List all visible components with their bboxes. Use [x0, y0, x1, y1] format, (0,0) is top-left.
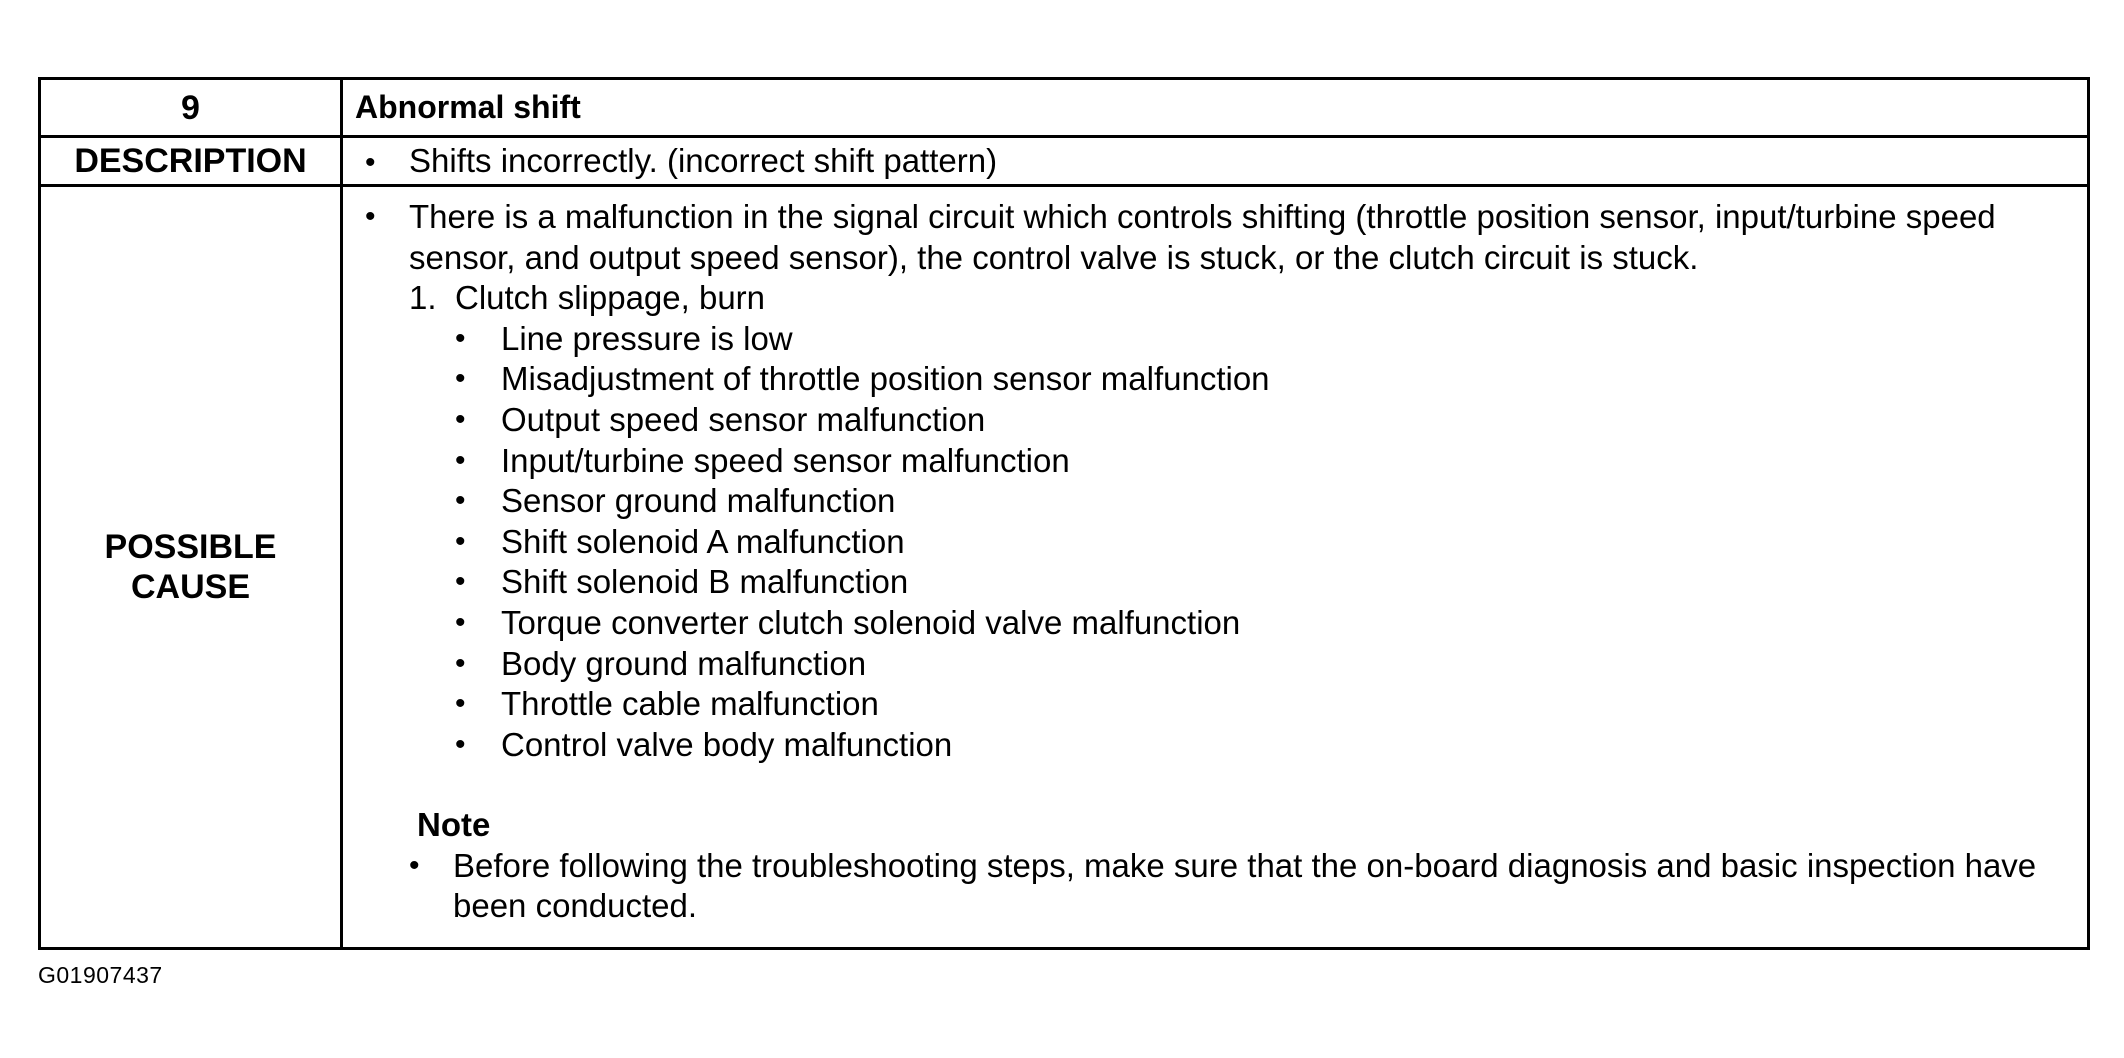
sub-cause-text: Throttle cable malfunction — [501, 685, 879, 723]
sub-cause-text: Shift solenoid A malfunction — [501, 522, 905, 560]
list-item — [455, 441, 2087, 482]
note-item — [409, 846, 2087, 926]
list-item — [455, 562, 2087, 603]
item-title: Abnormal shift — [342, 79, 2089, 137]
list-item — [455, 644, 2087, 685]
sub-cause-text: Torque converter clutch solenoid valve malfunction — [501, 603, 1241, 641]
sub-cause-text: Line pressure is low — [501, 319, 793, 357]
bullet-icon: • — [455, 443, 466, 477]
possible-cause-label-line2: CAUSE — [130, 568, 251, 606]
bullet-icon: • — [455, 402, 466, 436]
bullet-icon: • — [409, 849, 420, 883]
possible-cause-label — [40, 186, 342, 949]
table-header-row — [40, 79, 2089, 137]
step-number: 1. — [409, 279, 437, 317]
list-item — [455, 319, 2087, 360]
note-text: Before following the troubleshooting steps, make sure that the on-board diagnosis and basic inspection have been conducted. — [453, 847, 2037, 925]
sub-cause-text: Misadjustment of throttle position sensor malfunction — [501, 360, 1270, 398]
figure-id: G01907437 — [38, 962, 163, 988]
sub-cause-list — [365, 319, 2087, 766]
cause-main-item — [365, 197, 2087, 278]
sub-cause-text: Control valve body malfunction — [501, 725, 953, 763]
sub-cause-text: Sensor ground malfunction — [501, 482, 896, 520]
bullet-icon: • — [455, 646, 466, 680]
sub-cause-text: Output speed sensor malfunction — [501, 400, 986, 438]
list-item — [455, 725, 2087, 766]
description-cell — [342, 137, 2089, 186]
description-row — [40, 137, 2089, 186]
list-item — [455, 522, 2087, 563]
bullet-icon: • — [455, 687, 466, 721]
bullet-icon: • — [365, 146, 376, 179]
description-label: DESCRIPTION — [40, 137, 342, 186]
bullet-icon: • — [455, 484, 466, 518]
possible-cause-row — [40, 186, 2089, 949]
list-item — [455, 481, 2087, 522]
list-item — [455, 359, 2087, 400]
bullet-icon: • — [455, 362, 466, 396]
item-number: 9 — [40, 79, 342, 137]
cause-step — [365, 278, 2087, 319]
description-text: Shifts incorrectly. (incorrect shift pattern) — [409, 142, 998, 179]
note-title: Note — [417, 806, 491, 844]
sub-cause-text: Input/turbine speed sensor malfunction — [501, 441, 1070, 479]
bullet-icon: • — [455, 565, 466, 599]
cause-main-text: There is a malfunction in the signal circuit which controls shifting (throttle position sensor, input/turbine speed sensor, and output speed sensor), the control valve is stuck, or the clutch circuit is stuck. — [409, 198, 1996, 276]
note-block — [365, 804, 2087, 926]
bullet-icon: • — [365, 200, 376, 233]
bullet-icon: • — [455, 524, 466, 558]
list-item — [455, 400, 2087, 441]
sub-cause-text: Body ground malfunction — [501, 644, 867, 682]
diagnostic-table — [38, 77, 2090, 950]
possible-cause-cell — [342, 186, 2089, 949]
possible-cause-label-line1: POSSIBLE — [104, 528, 277, 566]
step-text: Clutch slippage, burn — [455, 279, 766, 317]
list-item — [455, 603, 2087, 644]
bullet-icon: • — [455, 605, 466, 639]
list-item — [455, 684, 2087, 725]
sub-cause-text: Shift solenoid B malfunction — [501, 563, 909, 601]
bullet-icon: • — [455, 321, 466, 355]
bullet-icon: • — [455, 727, 466, 761]
